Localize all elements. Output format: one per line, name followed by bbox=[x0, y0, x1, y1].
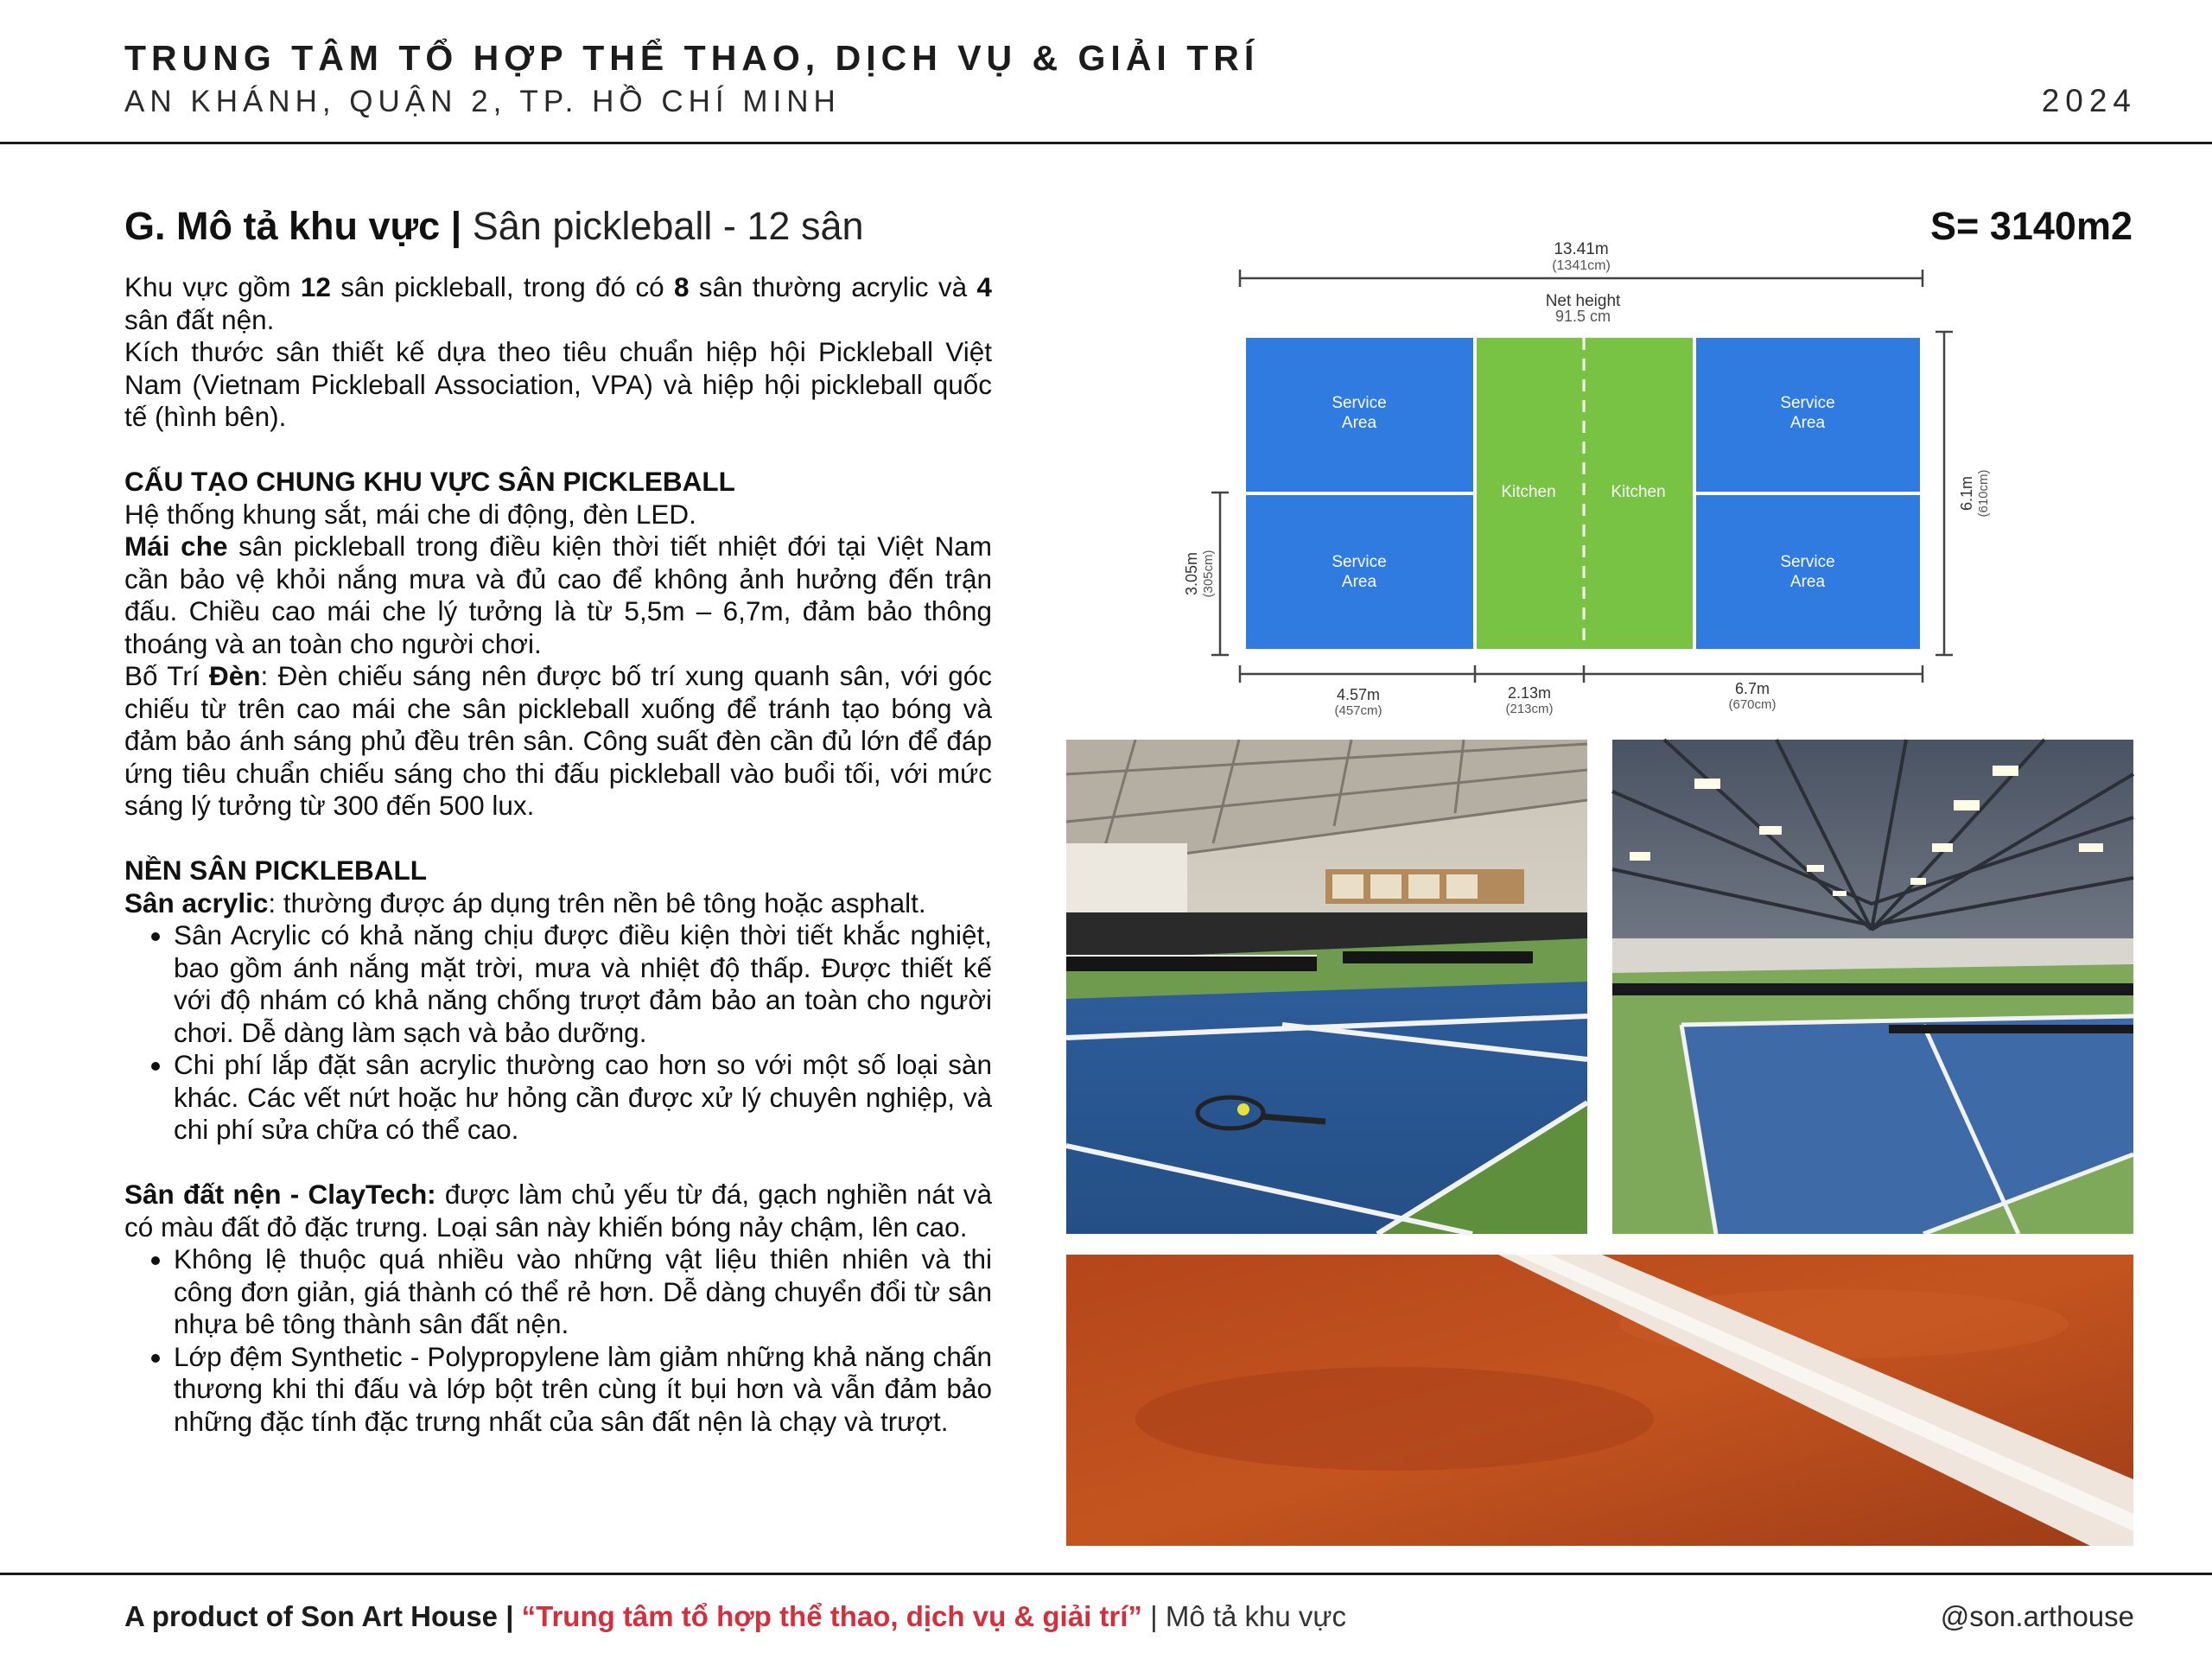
net-height-value: 91.5 cm bbox=[1554, 308, 1611, 325]
dim-mid-sub-label: (213cm) bbox=[1505, 702, 1554, 716]
document-title: TRUNG TÂM TỔ HỢP THỂ THAO, DỊCH VỤ & GIẢI TRÍ bbox=[124, 38, 1260, 78]
list-item: • Lớp đệm Synthetic - Polypropylene làm giảm những khả năng chấn thương khi thi đấu và lớp bột trên cùng ít bụi hơn và vẫn đảm bảo những đặc tính đặc trưng nhất của sân đất nện là chạy và trượt. bbox=[174, 1341, 992, 1439]
dim-left-sub-label: (457cm) bbox=[1334, 703, 1382, 718]
clay-text: được làm chủ yếu từ đá, gạch nghiền nát và có màu đất đỏ đặc trưng. Loại sân này khiến bóng nảy chậm, lên cao. bbox=[124, 1179, 992, 1243]
service-area-label: Service bbox=[1332, 394, 1387, 412]
list-item: • Sân Acrylic có khả năng chịu được điều kiện thời tiết khắc nghiệt, bao gồm ánh nắng mặt trời, mưa và nhiệt độ thấp. Được thiết kế với độ nhám có khả năng chống trượt đảm bảo an toàn cho người chơi. Dễ dàng làm sạch và bảo dưỡng. bbox=[174, 919, 992, 1049]
dim-mid-label: 2.13m bbox=[1507, 684, 1552, 702]
acrylic-label: Sân acrylic bbox=[124, 887, 269, 918]
half-width-label: 3.05m bbox=[1183, 551, 1200, 596]
length-label: 6.1m bbox=[1958, 475, 1975, 512]
clay-court-surface-photo bbox=[1066, 1255, 2133, 1546]
document-location: AN KHÁNH, QUẬN 2, TP. HỒ CHÍ MINH bbox=[124, 85, 841, 118]
dim-right-sub-label: (670cm) bbox=[1728, 697, 1777, 712]
structure-paragraph: Hệ thống khung sắt, mái che di động, đèn LED. bbox=[124, 498, 696, 530]
service-area-label: Area bbox=[1789, 414, 1826, 432]
lighting-label: Bố Trí bbox=[124, 660, 200, 691]
service-area-bottom-right bbox=[1696, 495, 1920, 649]
width-label: 13.41m bbox=[1554, 240, 1609, 258]
intro-count-clay: 4 bbox=[976, 271, 992, 302]
clay-list bbox=[124, 1243, 992, 1438]
dim-right-label: 6.7m bbox=[1734, 680, 1770, 697]
lighting-label-bold: Đèn bbox=[208, 660, 261, 691]
indoor-acrylic-court-photo bbox=[1066, 740, 1587, 1234]
acrylic-text: : thường được áp dụng trên nền bê tông hoặc asphalt. bbox=[268, 887, 926, 918]
acrylic-list bbox=[124, 919, 992, 1147]
intro-text-2: sân pickleball, trong đó có bbox=[340, 271, 664, 302]
roof-text: sân pickleball trong điều kiện thời tiết nhiệt đới tại Việt Nam cần bảo vệ khỏi nắng mưa và đủ cao để không ảnh hưởng đến trận đấu. Chiều cao mái che lý tưởng là từ 5,5m – 6,7m, đảm bảo thông thoáng và an toàn cho người chơi. bbox=[124, 531, 992, 659]
surface-heading: NỀN SÂN PICKLEBALL bbox=[124, 855, 428, 886]
roof-label: Mái che bbox=[124, 531, 228, 562]
intro-paragraph bbox=[124, 271, 992, 336]
service-area-label: Area bbox=[1341, 573, 1377, 591]
court-dimension-diagram bbox=[1162, 216, 1991, 734]
intro-text-1: Khu vực gồm bbox=[124, 271, 291, 302]
clay-paragraph bbox=[124, 1179, 992, 1243]
lit-court-hall-photo bbox=[1612, 740, 2133, 1234]
size-paragraph: Kích thước sân thiết kế dựa theo tiêu chuẩn hiệp hội Pickleball Việt Nam (Vietnam Pickleball Association, VPA) và hiệp hội pickleball quốc tế (hình bên). bbox=[124, 336, 992, 432]
list-item: • Không lệ thuộc quá nhiều vào những vật liệu thiên nhiên và thi công đơn giản, giá thành có thể rẻ hơn. Dễ dàng chuyển đổi từ sân nhựa bê tông thành sân đất nện. bbox=[174, 1243, 992, 1341]
intro-text-3: sân thường acrylic và bbox=[698, 271, 968, 302]
service-area-label: Service bbox=[1780, 394, 1835, 412]
intro-text-4: sân đất nện. bbox=[124, 303, 275, 335]
structure-heading: CẤU TẠO CHUNG KHU VỰC SÂN PICKLEBALL bbox=[124, 466, 735, 497]
service-area-label: Service bbox=[1780, 553, 1835, 571]
clay-label: Sân đất nện - ClayTech: bbox=[124, 1179, 436, 1210]
footer-project-name: “Trung tâm tổ hợp thể thao, dịch vụ & giải trí” bbox=[521, 1600, 1142, 1632]
header-divider bbox=[0, 142, 2212, 144]
dim-left-label: 4.57m bbox=[1336, 686, 1381, 703]
footer-page-name: | Mô tả khu vực bbox=[1150, 1600, 1347, 1632]
footer-brand: A product of Son Art House | bbox=[124, 1600, 514, 1632]
description-text bbox=[124, 271, 992, 1438]
footer-credit bbox=[124, 1600, 1346, 1633]
half-width-sub-label: (305cm) bbox=[1201, 550, 1216, 598]
lighting-paragraph bbox=[124, 660, 992, 823]
width-sub-label: (1341cm) bbox=[1552, 258, 1611, 273]
service-area-bottom-left bbox=[1246, 495, 1473, 649]
intro-count-acrylic: 8 bbox=[673, 271, 690, 302]
section-title-light: Sân pickleball - 12 sân bbox=[472, 204, 864, 248]
section-title bbox=[124, 204, 864, 249]
area-value: S= 3140m2 bbox=[1930, 204, 2133, 248]
acrylic-paragraph bbox=[124, 887, 992, 920]
section-title-bold: G. Mô tả khu vực | bbox=[124, 204, 462, 248]
list-item: • Chi phí lắp đặt sân acrylic thường cao hơn so với một số loại sàn khác. Các vết nứt hoặc hư hỏng cần được xử lý chuyên nghiệp, và chi phí sửa chữa có thể cao. bbox=[174, 1049, 992, 1147]
lighting-text: : Đèn chiếu sáng nên được bố trí xung quanh sân, với góc chiếu từ trên cao mái che sân pickleball xuống để tránh tạo bóng và đảm bảo ánh sáng phủ đều trên sân. Công suất đèn cần đủ lớn để đáp ứng tiêu chuẩn chiếu sáng cho thi đấu pickleball vào buổi tối, với mức sáng lý tưởng từ 300 đến 500 lux. bbox=[124, 660, 992, 821]
service-area-label: Area bbox=[1341, 414, 1377, 432]
footer-divider bbox=[0, 1573, 2212, 1575]
net-height-label: Net height bbox=[1545, 292, 1621, 310]
intro-count-total: 12 bbox=[300, 271, 331, 302]
document-year: 2024 bbox=[2041, 83, 2137, 118]
kitchen-label: Kitchen bbox=[1611, 483, 1666, 501]
kitchen-label: Kitchen bbox=[1501, 483, 1556, 501]
roof-paragraph bbox=[124, 531, 992, 660]
service-area-label: Service bbox=[1332, 553, 1387, 571]
footer-handle: @son.arthouse bbox=[1940, 1600, 2134, 1632]
length-sub-label: (610cm) bbox=[1976, 469, 1991, 518]
service-area-label: Area bbox=[1789, 573, 1826, 591]
